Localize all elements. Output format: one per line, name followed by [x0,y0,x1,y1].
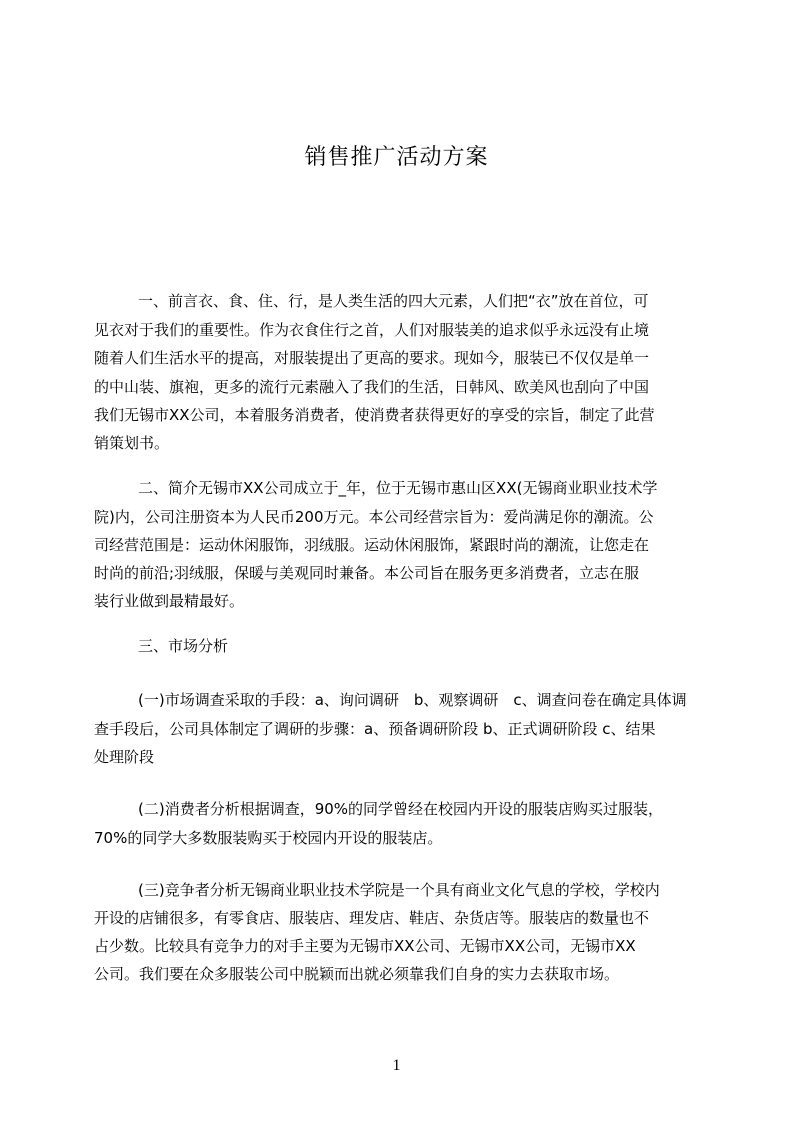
text-line: 销策划书。 [94,434,170,452]
text-line: (二)消费者分析根据调查，90%的同学曾经在校园内开设的服装店购买过服装， [138,800,664,818]
text-line: 公司。我们要在众多服装公司中脱颖而出就必须靠我们自身的实力去获取市场。 [94,965,620,983]
text-line: 二、简介无锡市XX公司成立于_年，位于无锡市惠山区XX(无锡商业职业技术学 [138,479,658,497]
text-line: 开设的店铺很多，有零食店、服装店、理发店、鞋店、杂货店等。服装店的数量也不 [94,909,650,927]
text-line: (三)竞争者分析无锡商业职业技术学院是一个具有商业文化气息的学校，学校内 [138,881,660,899]
text-line: 70%的同学大多数服装购买于校园内开设的服装店。 [94,829,443,847]
text-line: 见衣对于我们的重要性。作为衣食住行之首，人们对服装美的追求似乎永远没有止境 [94,321,650,339]
text-line: 司经营范围是：运动休闲服饰，羽绒服。运动休闲服饰，紧跟时尚的潮流，让您走在 [94,536,650,554]
text-line: 装行业做到最精最好。 [94,592,245,610]
text-line: 随着人们生活水平的提高，对服装提出了更高的要求。现如今，服装已不仅仅是单一 [94,349,650,367]
text-line: 处理阶段 [94,748,155,766]
text-line: 的中山装、旗袍，更多的流行元素融入了我们的生活，日韩风、欧美风也刮向了中国 [94,378,650,396]
document-title: 销售推广活动方案 [304,145,489,170]
text-line: (一)市场调查采取的手段：a、询问调研 b、观察调研 c、调查问卷在确定具体调 [138,691,687,709]
text-line: 占少数。比较具有竞争力的对手主要为无锡市XX公司、无锡市XX公司，无锡市XX [94,937,636,955]
text-line: 时尚的前沿;羽绒服，保暖与美观同时兼备。本公司旨在服务更多消费者，立志在服 [94,564,640,582]
text-line: 一、前言衣、食、住、行，是人类生活的四大元素，人们把“衣”放在首位，可 [138,292,649,310]
section-heading: 三、市场分析 [138,637,229,655]
page-number: 1 [392,1057,401,1074]
text-line: 我们无锡市XX公司，本着服务消费者，使消费者获得更好的享受的宗旨，制定了此营 [94,406,655,424]
text-line: 院)内，公司注册资本为人民币200万元。本公司经营宗旨为：爱尚满足你的潮流。公 [94,508,654,526]
text-line: 查手段后，公司具体制定了调研的步骤：a、预备调研阶段 b、正式调研阶段 c、结果 [94,720,656,738]
